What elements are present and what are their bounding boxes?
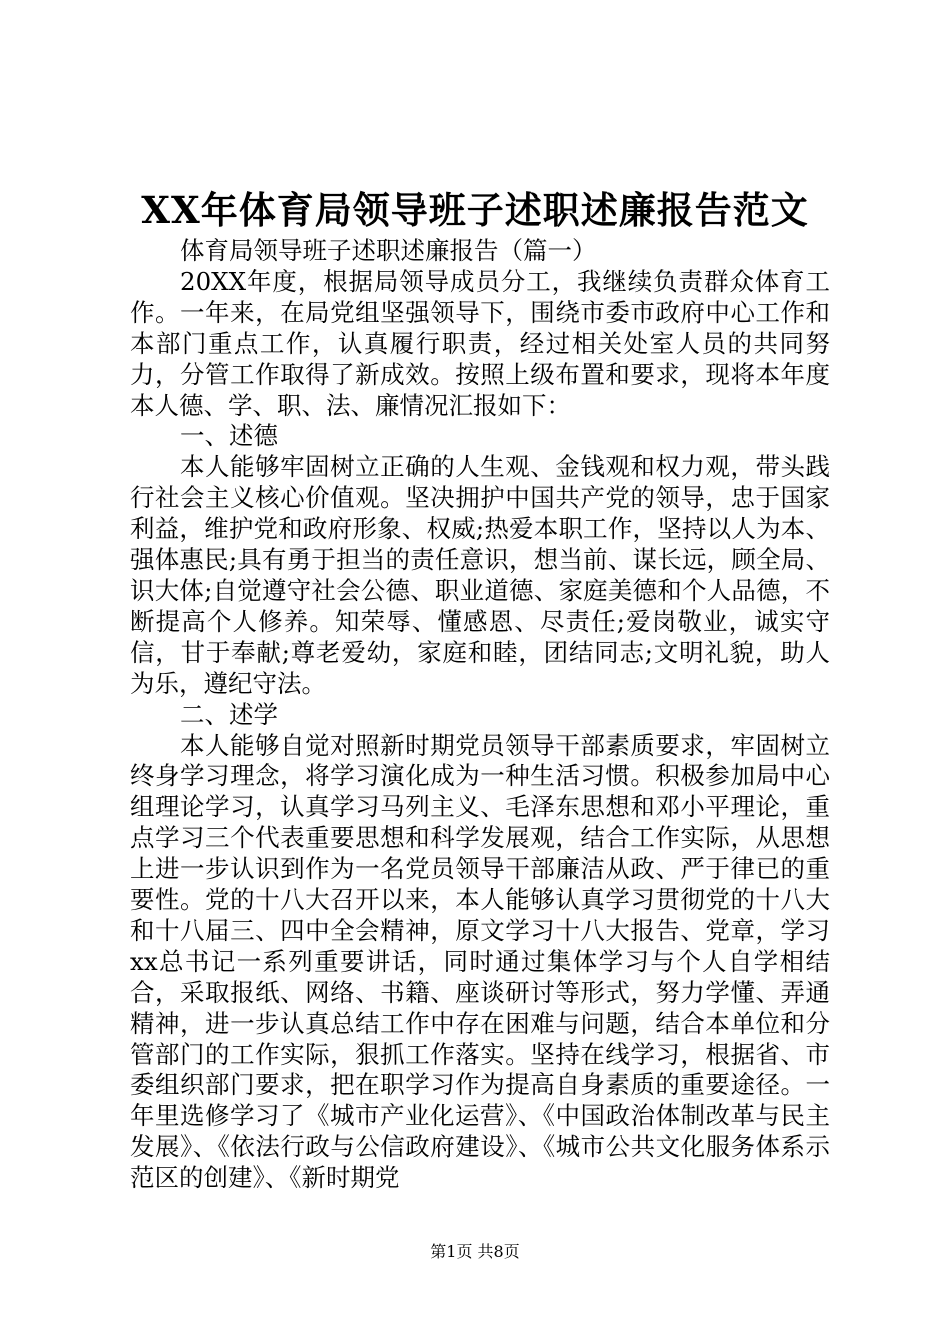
section-heading-morality: 一、述德 <box>180 421 278 451</box>
paragraph-morality: 本人能够牢固树立正确的人生观、金钱观和权力观，带头践行社会主义核心价值观。坚决拥护中国共产党的领导，忠于国家利益，维护党和政府形象、权威;热爱本职工作，坚持以人为本、强体惠民;具有勇于担当的责任意识，想当前、谋长远，顾全局、识大体;自觉遵守社会公德、职业道德、家庭美德和个人品德，不断提高个人修养。知荣辱、懂感恩、尽责任;爱岗敬业，诚实守信，甘于奉献;尊老爱幼，家庭和睦，团结同志;文明礼貌，助人为乐，遵纪守法。 <box>130 452 830 698</box>
paragraph-intro: 20XX年度，根据局领导成员分工，我继续负责群众体育工作。一年来，在局党组坚强领导下，围绕市委市政府中心工作和本部门重点工作，认真履行职责，经过相关处室人员的共同努力，分管工作取得了新成效。按照上级布置和要求，现将本年度本人德、学、职、法、廉情况汇报如下： <box>130 266 830 420</box>
document-body <box>130 236 830 1194</box>
page-footer: 第1页 共8页 <box>430 1242 520 1261</box>
paragraph-study: 本人能够自觉对照新时期党员领导干部素质要求，牢固树立终身学习理念，将学习演化成为一种生活习惯。积极参加局中心组理论学习，认真学习马列主义、毛泽东思想和邓小平理论，重点学习三个代表重要思想和科学发展观，结合工作实际，从思想上进一步认识到作为一名党员领导干部廉洁从政、严于律已的重要性。党的十八大召开以来，本人能够认真学习贯彻党的十八大和十八届三、四中全会精神，原文学习十八大报告、党章，学习xx总书记一系列重要讲话，同时通过集体学习与个人自学相结合，采取报纸、网络、书籍、座谈研讨等形式，努力学懂、弄通精神，进一步认真总结工作中存在困难与问题，结合本单位和分管部门的工作实际，狠抓工作落实。坚持在线学习，根据省、市委组织部门要求，把在职学习作为提高自身素质的重要途径。一年里选修学习了《城市产业化运营》、《中国政治体制改革与民主发展》、《依法行政与公信政府建设》、《城市公共文化服务体系示范区的创建》、《新时期党 <box>130 730 830 1193</box>
paragraph-subtitle: 体育局领导班子述职述廉报告（篇一） <box>180 236 597 265</box>
document-title: XX年体育局领导班子述职述廉报告范文 <box>141 188 809 232</box>
section-heading-study: 二、述学 <box>180 699 278 729</box>
